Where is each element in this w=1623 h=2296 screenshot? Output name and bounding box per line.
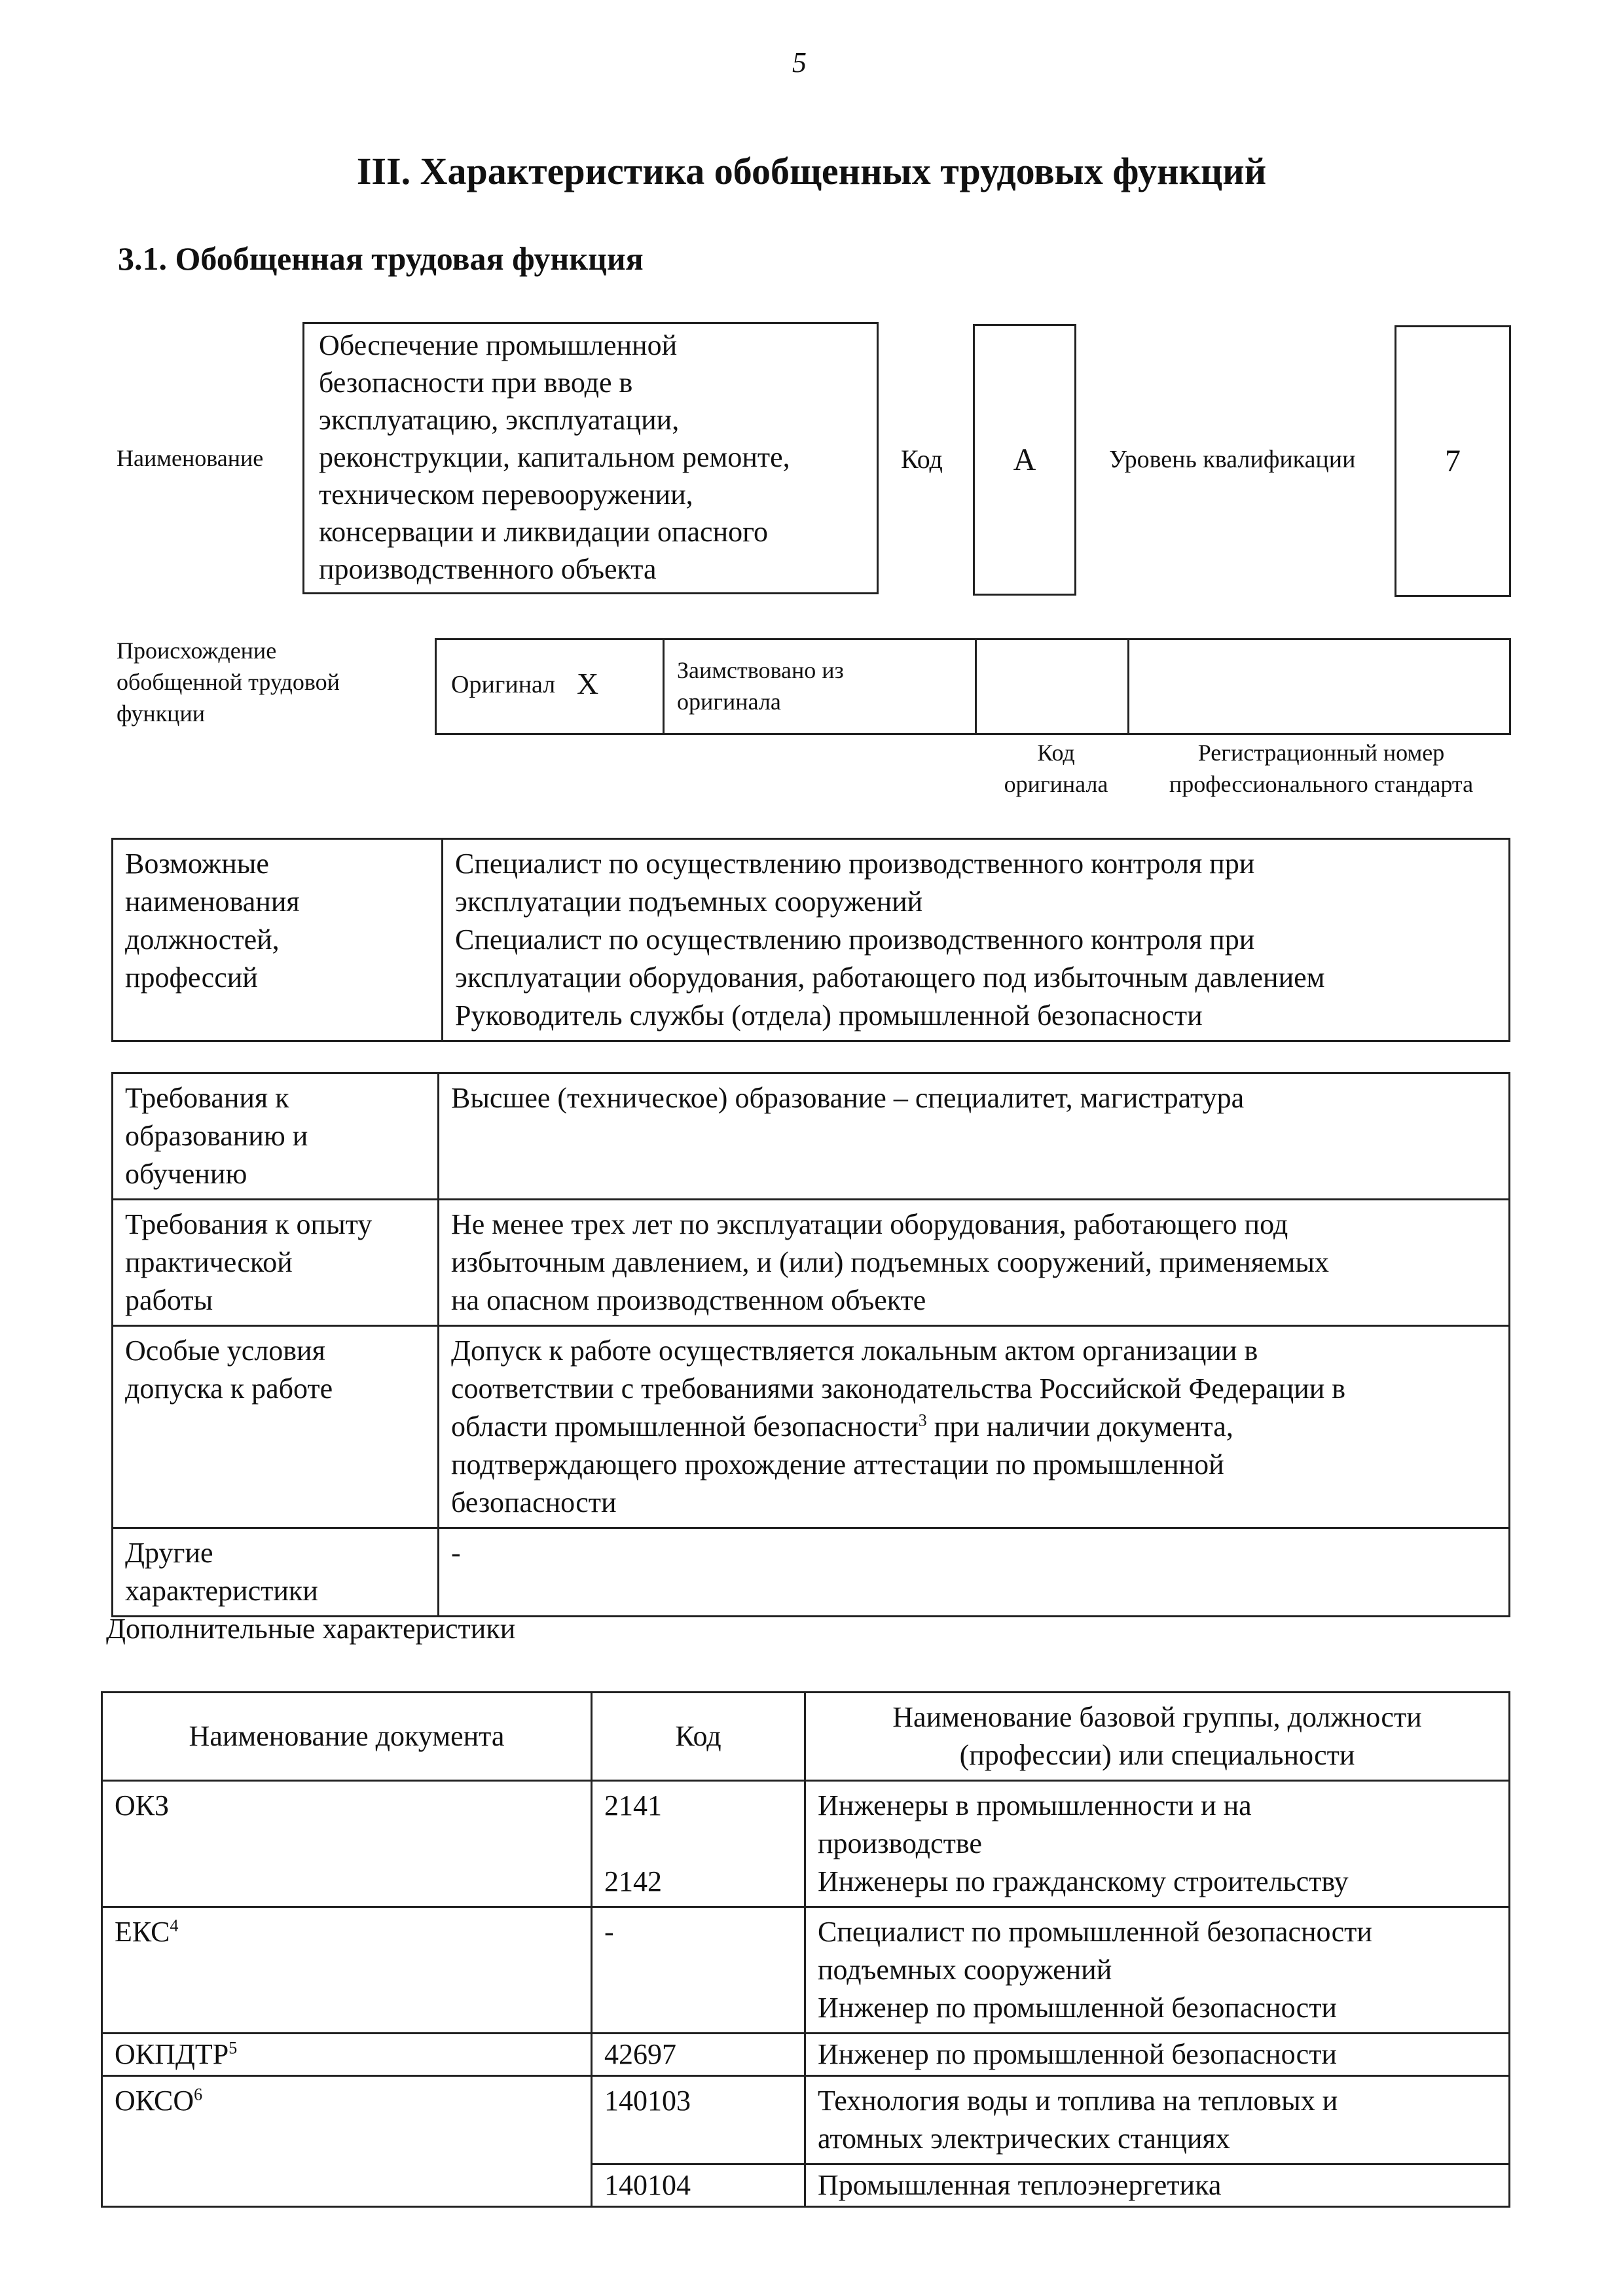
other-value: - [439,1528,1510,1617]
page-number: 5 [792,46,807,79]
section-title: III. Характеристика обобщенных трудовых функций [356,150,1267,192]
table-row [113,1073,1510,1200]
origin-table [435,638,1511,735]
eks-code: - [592,1907,805,2034]
footnote-3: 3 [918,1410,927,1430]
experience-label: Требования к опыту практической работы [113,1200,439,1326]
additional-table [101,1691,1510,2208]
table-row [113,1528,1510,1617]
original-code-caption: Код оригинала [1004,740,1108,797]
original-label: Оригинал [451,671,556,698]
access-label: Особые условия допуска к работе [113,1326,439,1528]
table-row [102,2034,1510,2076]
table-row [102,1693,1510,1781]
okso-name-2: Промышленная теплоэнергетика [805,2164,1510,2207]
reg-number-caption: Регистрационный номер профессионального стандарта [1169,740,1474,797]
col-code-header: Код [592,1693,805,1781]
level-label: Уровень квалификации [1109,446,1356,473]
table-row [102,2076,1510,2164]
col-name-header: Наименование базовой группы, должности (профессии) или специальности [805,1693,1510,1781]
okpdtr-name: Инженер по промышленной безопасности [805,2034,1510,2076]
education-value: Высшее (техническое) образование – специалитет, магистратура [439,1073,1510,1200]
eks-doc: ЕКС$^4$ [102,1907,592,2034]
eks-names: Специалист по промышленной безопасности подъемных сооружений Инженер по промышленной безопасности [805,1907,1510,2034]
positions-label: Возможные наименования должностей, профессий [113,839,443,1041]
table-row [102,1781,1510,1907]
okso-code-2: 140104 [592,2164,805,2207]
okz-doc: ОКЗ [102,1781,592,1907]
name-label: Наименование [117,445,264,471]
table-row [113,1326,1510,1528]
okso-name-1: Технология воды и топлива на тепловых и атомных электрических станциях [805,2076,1510,2164]
okpdtr-code: 42697 [592,2034,805,2076]
function-name-box [302,322,879,594]
additional-title: Дополнительные характеристики [106,1613,516,1645]
original-mark: Х [577,667,599,700]
code-box [973,324,1076,596]
level-box [1395,325,1511,597]
col-doc-header: Наименование документа [102,1693,592,1781]
level-value: 7 [1445,444,1461,478]
code-label: Код [901,444,943,474]
okpdtr-doc: ОКПДТР$^5$ [102,2034,592,2076]
okso-doc: ОКСО$^6$ [102,2076,592,2207]
experience-value: Не менее трех лет по эксплуатации оборудования, работающего под избыточным давлением, и (или) подъемных сооружений, применяемых на опасном производственном объекте [439,1200,1510,1326]
okso-code-1: 140103 [592,2076,805,2164]
requirements-table [111,1072,1510,1617]
positions-table [111,838,1510,1042]
table-row [113,839,1510,1041]
sub-title: 3.1. Обобщенная трудовая функция [118,240,644,277]
other-label: Другие характеристики [113,1528,439,1617]
function-name: Обеспечение промышленной безопасности при вводе в эксплуатацию, эксплуатации, реконструкции, капитальном ремонте, техническом перевооружении, консервации и ликвидации опасного производственного объекта [319,329,790,585]
education-label: Требования к образованию и обучению [113,1073,439,1200]
origin-label: Происхождение обобщенной трудовой функции [117,637,340,726]
code-value: А [1013,442,1036,477]
table-row [113,1200,1510,1326]
table-row [102,1907,1510,2034]
positions-value: Специалист по осуществлению производственного контроля при эксплуатации подъемных сооружений Специалист по осуществлению производственного контроля при эксплуатации оборудования, работающего под избыточным давлением Руководитель службы (отдела) промышленной безопасности [443,839,1510,1041]
access-value: Допуск к работе осуществляется локальным актом организации в соответствии с требованиями законодательства Российской Федерации в области промышленной безопасности$^3$ при наличии документа, подтверждающего прохождение аттестации по промышленной безопасности [439,1326,1510,1528]
borrowed-label: Заимствовано из оригинала [677,657,844,715]
okz-names: Инженеры в промышленности и на производстве Инженеры по гражданскому строительству [805,1781,1510,1907]
okz-codes: 2141 2142 [592,1781,805,1907]
